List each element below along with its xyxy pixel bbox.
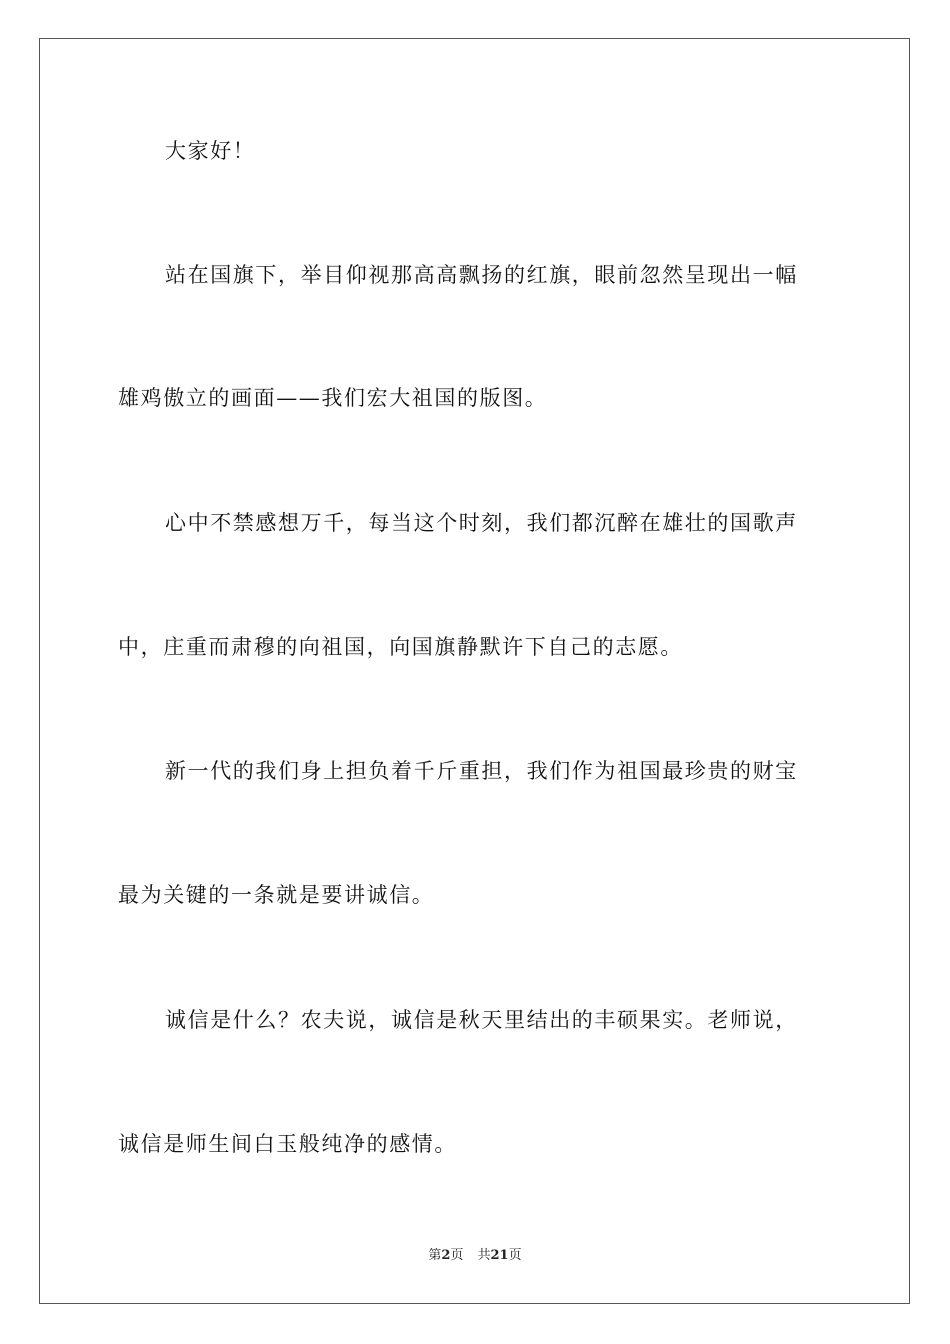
page-prefix: 第 <box>428 1248 442 1263</box>
total-suffix: 页 <box>508 1248 522 1263</box>
paragraph-1-line-2: 雄鸡傲立的画面——我们宏大祖国的版图。 <box>118 386 548 410</box>
paragraph-3-line-2: 最为关键的一条就是要讲诚信。 <box>118 883 435 907</box>
paragraph-2-line-1: 心中不禁感想万千，每当这个时刻，我们都沉醉在雄壮的国歌声 <box>165 511 798 535</box>
page-number: 2 <box>441 1248 451 1263</box>
paragraph-3-line-1: 新一代的我们身上担负着千斤重担，我们作为祖国最珍贵的财宝 <box>165 759 798 783</box>
greeting-line: 大家好！ <box>165 139 256 163</box>
paragraph-1-line-1: 站在国旗下，举目仰视那高高飘扬的红旗，眼前忽然呈现出一幅 <box>165 263 798 287</box>
total-prefix: 共 <box>477 1248 491 1263</box>
total-pages: 21 <box>490 1248 509 1263</box>
paragraph-4-line-2: 诚信是师生间白玉般纯净的感情。 <box>118 1132 457 1156</box>
page-suffix: 页 <box>450 1248 464 1263</box>
paragraph-4-line-1: 诚信是什么？农夫说，诚信是秋天里结出的丰硕果实。老师说， <box>165 1008 798 1032</box>
page-border <box>39 38 910 1304</box>
paragraph-2-line-2: 中，庄重而肃穆的向祖国，向国旗静默许下自己的志愿。 <box>118 635 683 659</box>
page-footer <box>0 1247 950 1265</box>
